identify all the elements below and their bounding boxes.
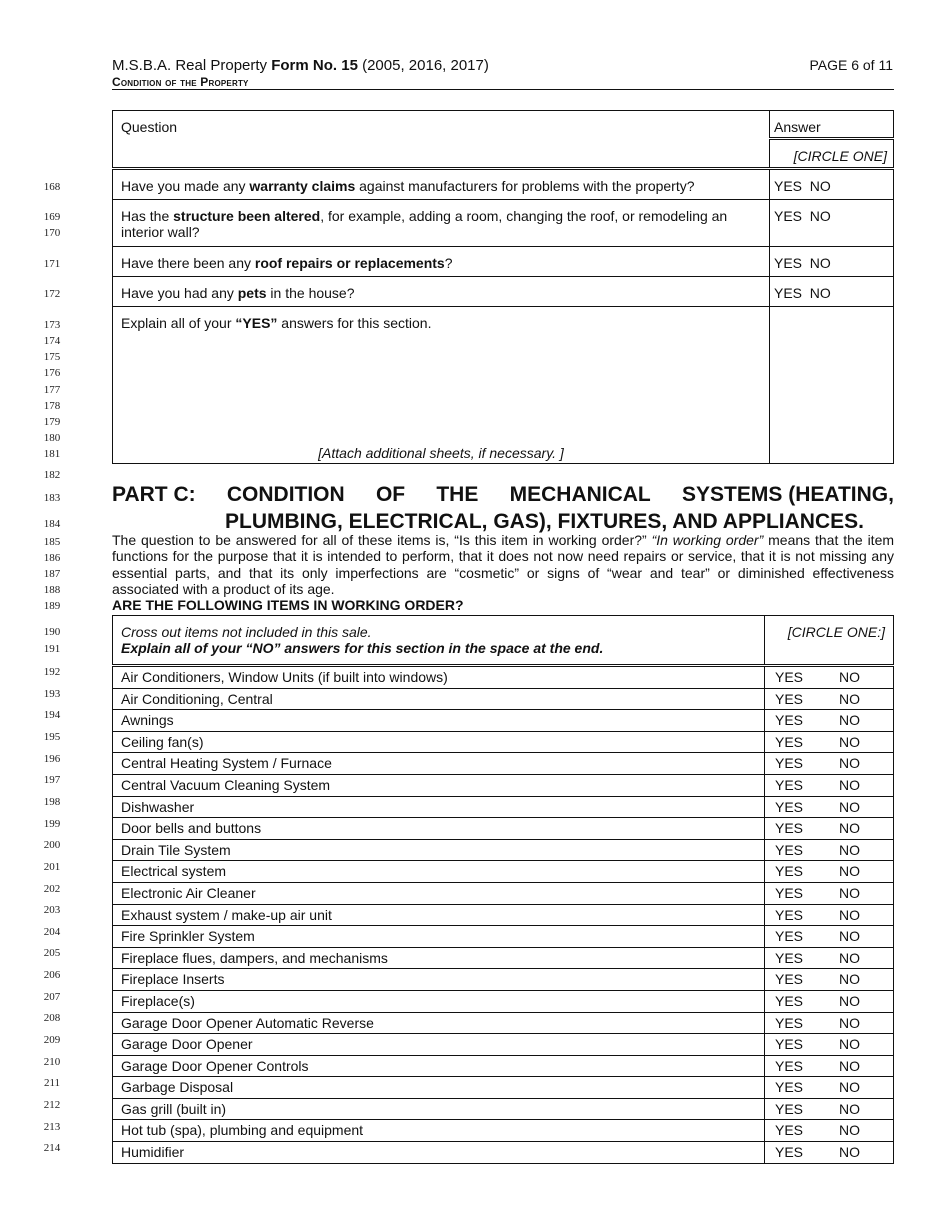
no-option[interactable]: NO: [839, 949, 860, 966]
table-row: [113, 1055, 894, 1077]
question-row: [113, 277, 894, 307]
no-option[interactable]: NO: [809, 178, 831, 194]
table-row: [113, 926, 894, 948]
instruction-cross-out: Cross out items not included in this sale.: [121, 624, 372, 640]
line-number: 169: [43, 211, 61, 223]
table-row: [113, 1012, 894, 1034]
line-number: 183: [43, 492, 61, 504]
no-option[interactable]: NO: [839, 1036, 860, 1053]
yes-no-cell: [765, 926, 894, 948]
line-number: 171: [43, 258, 61, 270]
yes-option[interactable]: YES: [775, 1100, 804, 1117]
yes-option[interactable]: YES: [775, 733, 804, 750]
line-number: 186: [43, 552, 61, 564]
line-number: 193: [43, 687, 61, 700]
yes-option[interactable]: YES: [774, 178, 803, 194]
yes-no-cell: [765, 796, 894, 818]
line-number: 203: [43, 904, 61, 917]
line-number: 190: [43, 626, 61, 638]
line-number: 200: [43, 839, 61, 852]
answer-header: Answer: [770, 111, 894, 139]
circle-one-label: [CIRCLE ONE]: [770, 139, 894, 169]
yes-option[interactable]: YES: [775, 971, 804, 988]
working-order-table: [112, 615, 894, 1164]
yes-no-cell: [765, 1142, 894, 1164]
no-option[interactable]: NO: [839, 669, 860, 685]
line-number: 204: [43, 925, 61, 938]
working-order-definition: The question to be answered for all of these items is, “Is this item in working order?” “In working order” means that the item functions for the purpose that it is intended to perform, that it does not now need repairs or service, that it is not missing any essential parts, and that its only imperfections are “cosmetic” or signs of “wear and tear” or diminished effectiveness associated with a product of its age.: [112, 532, 895, 597]
line-number: 173: [43, 319, 61, 331]
item-name: Humidifier: [113, 1142, 765, 1164]
line-number: 212: [43, 1099, 61, 1111]
yes-no-cell: [765, 947, 894, 969]
yes-option[interactable]: YES: [775, 906, 804, 923]
question-row: [113, 247, 894, 277]
page-number: PAGE 6 of 11: [809, 57, 893, 73]
no-option[interactable]: NO: [839, 863, 860, 880]
question-row: [113, 200, 894, 247]
line-number: 170: [43, 227, 61, 239]
header-rule: [112, 89, 894, 90]
yes-no-cell: [765, 839, 894, 861]
item-name: Drain Tile System: [113, 839, 765, 861]
line-number: 192: [43, 666, 61, 678]
no-option[interactable]: NO: [839, 928, 860, 945]
item-name: Hot tub (spa), plumbing and equipment: [113, 1120, 765, 1142]
table-row: [113, 990, 894, 1012]
question-warranty: Have you made any warranty claims against manufacturers for problems with the property?: [113, 169, 770, 200]
table-row: [113, 861, 894, 883]
item-name: Garage Door Opener: [113, 1034, 765, 1056]
no-option[interactable]: NO: [839, 733, 860, 750]
no-option[interactable]: NO: [839, 755, 860, 772]
yes-option[interactable]: YES: [775, 820, 804, 837]
item-name: Fire Sprinkler System: [113, 926, 765, 948]
answer-cell: [770, 200, 894, 247]
table-row: [113, 839, 894, 861]
yes-option[interactable]: YES: [775, 884, 804, 901]
yes-no-cell: [765, 818, 894, 840]
yes-no-cell: [765, 1120, 894, 1142]
line-number: 202: [43, 882, 61, 895]
section-subtitle: Condition of the Property: [112, 75, 249, 89]
table-row: [113, 1142, 894, 1164]
no-option[interactable]: NO: [839, 971, 860, 988]
yes-option[interactable]: YES: [775, 863, 804, 880]
answer-cell: [770, 247, 894, 277]
working-order-question: ARE THE FOLLOWING ITEMS IN WORKING ORDER?: [112, 597, 464, 613]
attach-note: [Attach additional sheets, if necessary. ]: [318, 445, 564, 461]
no-option[interactable]: NO: [839, 1057, 860, 1074]
yes-option[interactable]: YES: [775, 755, 804, 772]
item-name: Central Vacuum Cleaning System: [113, 774, 765, 796]
line-number: 176: [43, 367, 61, 379]
line-number: 197: [43, 774, 61, 787]
yes-option[interactable]: YES: [774, 208, 803, 224]
no-option[interactable]: NO: [809, 208, 831, 224]
line-number: 177: [43, 384, 61, 396]
item-name: Garage Door Opener Controls: [113, 1055, 765, 1077]
table-row: [113, 904, 894, 926]
yes-no-cell: [765, 753, 894, 775]
yes-option[interactable]: YES: [774, 255, 803, 271]
line-number: 182: [43, 469, 61, 481]
item-name: Fireplace Inserts: [113, 969, 765, 991]
yes-no-cell: [765, 904, 894, 926]
yes-no-cell: [765, 882, 894, 904]
item-name: Gas grill (built in): [113, 1098, 765, 1120]
item-name: Electrical system: [113, 861, 765, 883]
line-number: 201: [43, 860, 61, 873]
line-number: 175: [43, 351, 61, 363]
yes-option[interactable]: YES: [775, 1057, 804, 1074]
line-number: 208: [43, 1012, 61, 1025]
no-option[interactable]: NO: [839, 712, 860, 729]
line-number: 198: [43, 795, 61, 808]
line-number: 199: [43, 817, 61, 830]
line-number: 179: [43, 416, 61, 428]
answer-cell: [770, 169, 894, 200]
item-name: Air Conditioning, Central: [113, 688, 765, 710]
yes-option[interactable]: YES: [775, 841, 804, 858]
table-row: [113, 1077, 894, 1099]
line-number: 196: [43, 752, 61, 765]
question-structure-altered: Has the structure been altered, for example, adding a room, changing the roof, or remodeling an interior wall?: [113, 200, 770, 247]
line-number: 205: [43, 947, 61, 960]
line-number: 188: [43, 584, 61, 596]
line-number: 172: [43, 288, 61, 300]
yes-no-cell: [765, 1077, 894, 1099]
question-roof-repairs: Have there been any roof repairs or replacements?: [113, 247, 770, 277]
answer-cell: [770, 277, 894, 307]
item-name: Central Heating System / Furnace: [113, 753, 765, 775]
yes-no-cell: [765, 1012, 894, 1034]
question-pets: Have you had any pets in the house?: [113, 277, 770, 307]
table-row: [113, 818, 894, 840]
line-number: 178: [43, 400, 61, 412]
line-number: 185: [43, 536, 61, 548]
no-option[interactable]: NO: [839, 1144, 860, 1161]
item-name: Ceiling fan(s): [113, 731, 765, 753]
table-row: [113, 710, 894, 732]
line-number: 214: [43, 1142, 61, 1155]
line-number: 195: [43, 730, 61, 743]
yes-no-cell: [765, 1034, 894, 1056]
item-name: Awnings: [113, 710, 765, 732]
yes-option[interactable]: YES: [775, 928, 804, 945]
table-row: [113, 753, 894, 775]
line-number: 210: [43, 1055, 61, 1068]
no-option[interactable]: NO: [839, 798, 860, 815]
yes-option[interactable]: YES: [775, 1014, 804, 1031]
form-title: M.S.B.A. Real Property Form No. 15 (2005, 2016, 2017): [112, 57, 489, 74]
yes-option[interactable]: YES: [775, 992, 804, 1009]
item-name: Fireplace flues, dampers, and mechanisms: [113, 947, 765, 969]
explain-yes-area[interactable]: [113, 307, 770, 464]
yes-option[interactable]: YES: [775, 1122, 804, 1139]
yes-no-cell: [765, 710, 894, 732]
yes-option[interactable]: YES: [775, 690, 804, 707]
item-name: Exhaust system / make-up air unit: [113, 904, 765, 926]
no-option[interactable]: NO: [839, 841, 860, 858]
yes-no-cell: [765, 688, 894, 710]
table-row: [113, 969, 894, 991]
yes-no-cell: [765, 731, 894, 753]
yes-option[interactable]: YES: [775, 776, 804, 793]
instruction-explain-no: Explain all of your “NO” answers for this section in the space at the end.: [121, 640, 604, 656]
yes-option[interactable]: YES: [774, 285, 803, 301]
line-number: 206: [43, 969, 61, 982]
table-row: [113, 666, 894, 689]
question-header: Question: [113, 111, 770, 169]
yes-option[interactable]: YES: [775, 1144, 804, 1161]
line-number: 184: [43, 518, 61, 530]
table-row: [113, 1120, 894, 1142]
item-name: Garbage Disposal: [113, 1077, 765, 1099]
question-row: [113, 169, 894, 200]
yes-no-cell: [765, 969, 894, 991]
line-number: 189: [43, 600, 61, 612]
line-number: 180: [43, 432, 61, 444]
line-number: 168: [43, 181, 61, 193]
yes-no-cell: [765, 990, 894, 1012]
line-number: 174: [43, 335, 61, 347]
no-option[interactable]: NO: [839, 690, 860, 707]
line-number: 207: [43, 990, 61, 1003]
yes-no-cell: [765, 774, 894, 796]
line-number: 191: [43, 643, 61, 655]
table-row: [113, 731, 894, 753]
line-number: 181: [43, 448, 61, 460]
yes-option[interactable]: YES: [775, 1036, 804, 1053]
table-row: [113, 882, 894, 904]
explain-label: Explain all of your “YES” answers for this section.: [121, 315, 432, 331]
table-row: [113, 1034, 894, 1056]
table-row: [113, 796, 894, 818]
no-option[interactable]: NO: [839, 992, 860, 1009]
line-number: 211: [43, 1077, 61, 1090]
no-option[interactable]: NO: [809, 285, 831, 301]
table-row: [113, 1098, 894, 1120]
no-option[interactable]: NO: [839, 820, 860, 837]
yes-option[interactable]: YES: [775, 949, 804, 966]
questions-table: [112, 110, 894, 464]
item-name: Garage Door Opener Automatic Reverse: [113, 1012, 765, 1034]
yes-no-cell: [765, 1055, 894, 1077]
yes-no-cell: [765, 1098, 894, 1120]
line-number: 209: [43, 1034, 61, 1047]
line-number: 194: [43, 709, 61, 722]
item-name: Dishwasher: [113, 796, 765, 818]
instructions-cell: [113, 616, 765, 666]
yes-no-cell: [765, 861, 894, 883]
line-number: 187: [43, 568, 61, 580]
item-name: Air Conditioners, Window Units (if built into windows): [113, 666, 765, 689]
item-name: Fireplace(s): [113, 990, 765, 1012]
table-row: [113, 947, 894, 969]
item-name: Door bells and buttons: [113, 818, 765, 840]
table-row: [113, 774, 894, 796]
yes-no-cell: [765, 666, 894, 689]
yes-option[interactable]: YES: [775, 1079, 804, 1096]
no-option[interactable]: NO: [839, 1014, 860, 1031]
no-option[interactable]: NO: [839, 906, 860, 923]
yes-option[interactable]: YES: [775, 798, 804, 815]
no-option[interactable]: NO: [839, 884, 860, 901]
table-row: [113, 688, 894, 710]
explain-answer-cell[interactable]: [770, 307, 894, 464]
no-option[interactable]: NO: [809, 255, 831, 271]
yes-option[interactable]: YES: [775, 669, 804, 685]
part-c-heading: PART C: CONDITION OF THE MECHANICAL SYSTEMS (HEATING, PLUMBING, ELECTRICAL, GAS), FIXTURES, AND APPLIANCES.: [112, 483, 894, 533]
line-number: 213: [43, 1120, 61, 1133]
no-option[interactable]: NO: [839, 1100, 860, 1117]
no-option[interactable]: NO: [839, 1079, 860, 1096]
no-option[interactable]: NO: [839, 1122, 860, 1139]
circle-one-label: [CIRCLE ONE:]: [765, 616, 894, 666]
item-name: Electronic Air Cleaner: [113, 882, 765, 904]
no-option[interactable]: NO: [839, 776, 860, 793]
yes-option[interactable]: YES: [775, 712, 804, 729]
explain-row: [113, 307, 894, 464]
